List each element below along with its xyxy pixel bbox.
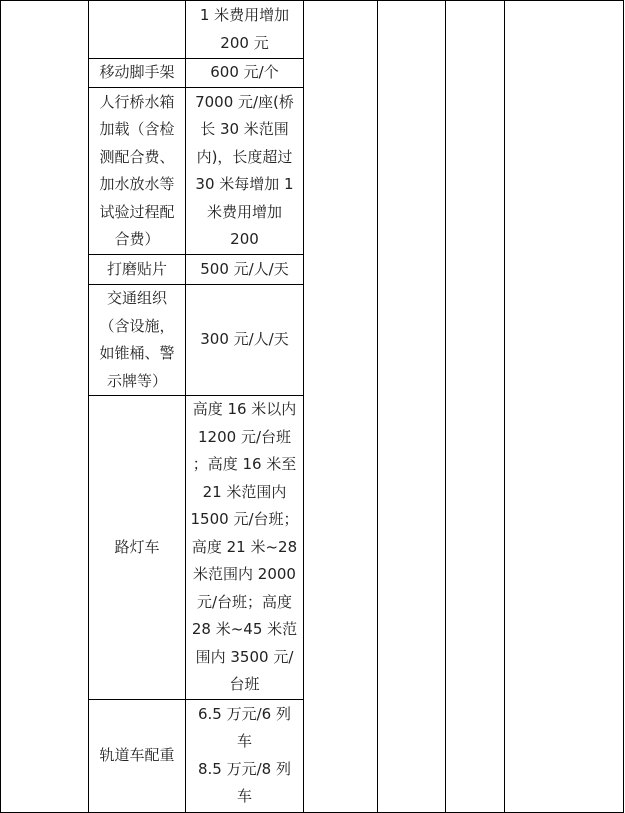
item-name-cell: 打磨贴片	[89, 255, 186, 285]
item-name-cell: 交通组织 （含设施， 如锥桶、警 示牌等）	[89, 285, 186, 396]
item-price-cell: 600 元/个	[186, 59, 304, 88]
item-name-cell	[89, 1, 186, 59]
table-row	[1, 1, 624, 59]
blank-cell	[304, 1, 378, 813]
item-name-cell: 路灯车	[89, 396, 186, 700]
blank-cell	[446, 1, 505, 813]
blank-cell	[1, 1, 89, 813]
item-name-cell: 移动脚手架	[89, 59, 186, 88]
item-price-cell: 高度 16 米以内 1200 元/台班 ；高度 16 米至 21 米范围内 1500 元/台班； 高度 21 米~28 米范围内 2000 元/台班；高度 28 米~45 米范 围内 3500 元/ 台班	[186, 396, 304, 700]
blank-cell	[378, 1, 446, 813]
item-price-cell: 500 元/人/天	[186, 255, 304, 285]
item-price-cell: 1 米费用增加 200 元	[186, 1, 304, 59]
blank-cell	[505, 1, 624, 813]
item-name-cell: 人行桥水箱 加载（含检 测配合费、 加水放水等 试验过程配 合费）	[89, 88, 186, 255]
item-name-cell: 轨道车配重	[89, 699, 186, 812]
item-price-cell: 7000 元/座(桥 长 30 米范围 内)，长度超过 30 米每增加 1 米费用增加 200	[186, 88, 304, 255]
item-price-cell: 6.5 万元/6 列 车 8.5 万元/8 列 车	[186, 699, 304, 812]
item-price-cell: 300 元/人/天	[186, 285, 304, 396]
